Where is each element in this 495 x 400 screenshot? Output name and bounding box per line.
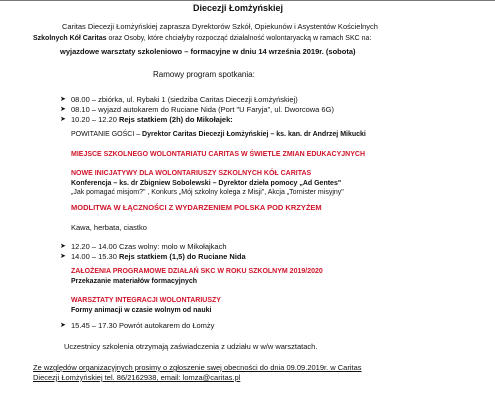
schedule2-item-2-bold: Rejs statkiem (1,5) do Ruciane Nida [118, 252, 246, 261]
schedule-item-3 [71, 116, 233, 124]
section-4-sub: Przekazanie materiałów formacyjnych [71, 278, 198, 285]
program-heading: Ramowy program spotkania: [153, 70, 255, 79]
arrow-bullet-icon: ➤ [60, 253, 66, 260]
section-2-title: NOWE INICJATYWY DLA WOLONTARIUSZY SZKOLNYCH KÓŁ CARITAS [71, 170, 312, 177]
section-5-title: WARSZTATY INTEGRACJI WOLONTARIUSZY [71, 297, 221, 304]
welcome-text: POWITANIE GOŚCI – [71, 131, 143, 138]
section-2-line-2: „Jak pomagać misjom?" , Konkurs „Mój szkolny kolega z Misji", Akcja „Tornister misyjny" [71, 189, 344, 196]
schedule-item-2 [71, 106, 334, 114]
schedule2-item-2-text: 14.00 – 15.30 [71, 252, 119, 261]
schedule2-item-2 [71, 253, 246, 261]
top-divider [0, 0, 495, 1]
schedule-item-1 [71, 96, 298, 104]
intro-line-2-rest: oraz Osoby, które chciałyby rozpocząć działalność wolontaryacką w ramach SKC na: [106, 35, 372, 42]
footer-line-2: Diecezji Łomżyńskiej tel. 86/2162938, email: lomza@caritas.pl [33, 373, 241, 382]
arrow-bullet-icon: ➤ [60, 116, 66, 123]
section-5-sub: Formy animacji w czasie wolnym od nauki [71, 307, 212, 314]
arrow-bullet-icon: ➤ [60, 96, 66, 103]
section-4-title: ZAŁOŻENIA PROGRAMOWE DZIAŁAŃ SKC W ROKU SZKOLNYM 2019/2020 [71, 268, 323, 275]
intro-line-2-bold: Szkolnych Kół Caritas [33, 35, 107, 42]
intro-line-1: Caritas Diecezji Łomżyńskiej zaprasza Dyrektorów Szkół, Opiekunów i Asystentów Kościelnych [62, 22, 378, 31]
section-1-title: MIEJSCE SZKOLNEGO WOLONTARIATU CARITAS W ŚWIETLE ZMIAN EDUKACYJNYCH [71, 151, 365, 158]
arrow-bullet-icon: ➤ [60, 322, 66, 329]
schedule-item-3-text: 10.20 – 12.20 [71, 115, 119, 124]
schedule-item-1-text: 08.00 – zbiórka, ul. Rybaki 1 (siedziba Caritas Diecezji Łomżyńskiej) [71, 95, 298, 104]
section-2-line-1: Konferencja – ks. dr Zbigniew Sobolewski – Dyrektor dzieła pomocy „Ad Gentes" [71, 180, 342, 187]
coffee-break: Kawa, herbata, ciastko [71, 223, 147, 232]
welcome-line [71, 131, 366, 138]
intro-line-2 [33, 35, 371, 42]
schedule-item-2-text: 08.10 – wyjazd autokarem do Ruciane Nida (Port "U Faryja", ul. Dworcowa 6G) [71, 105, 334, 114]
welcome-bold: Dyrektor Caritas Diecezji Łomżyńskiej – ks. kan. dr Andrzej Mikucki [142, 131, 366, 138]
section-3-title: MODLITWA W ŁĄCZNOŚCI Z WYDARZENIEM POLSKA POD KRZYŻEM [71, 203, 322, 212]
schedule-item-3-bold: Rejs statkiem (2h) do Mikołajek: [118, 115, 233, 124]
intro-line-3: wyjazdowe warsztaty szkoleniowo – formacyjne w dniu 14 września 2019r. (sobota) [60, 47, 356, 56]
header-title: Diecezji Łomżyńskiej [193, 3, 284, 13]
schedule2-item-1 [71, 243, 227, 251]
arrow-bullet-icon: ➤ [60, 243, 66, 250]
schedule2-item-1-text: 12.20 – 14.00 Czas wolny: molo w Mikołajkach [71, 242, 227, 251]
certificate-note: Uczestnicy szkolenia otrzymają zaświadczenia z udziału w w/w warsztatach. [64, 342, 318, 351]
footer-line-1: Ze względów organizacyjnych prosimy o zgłoszenie swej obecności do dnia 09.09.2019r. w Caritas [33, 363, 362, 372]
arrow-bullet-icon: ➤ [60, 106, 66, 113]
return-line: 15.45 – 17.30 Powrót autokarem do Łomży [71, 321, 215, 330]
